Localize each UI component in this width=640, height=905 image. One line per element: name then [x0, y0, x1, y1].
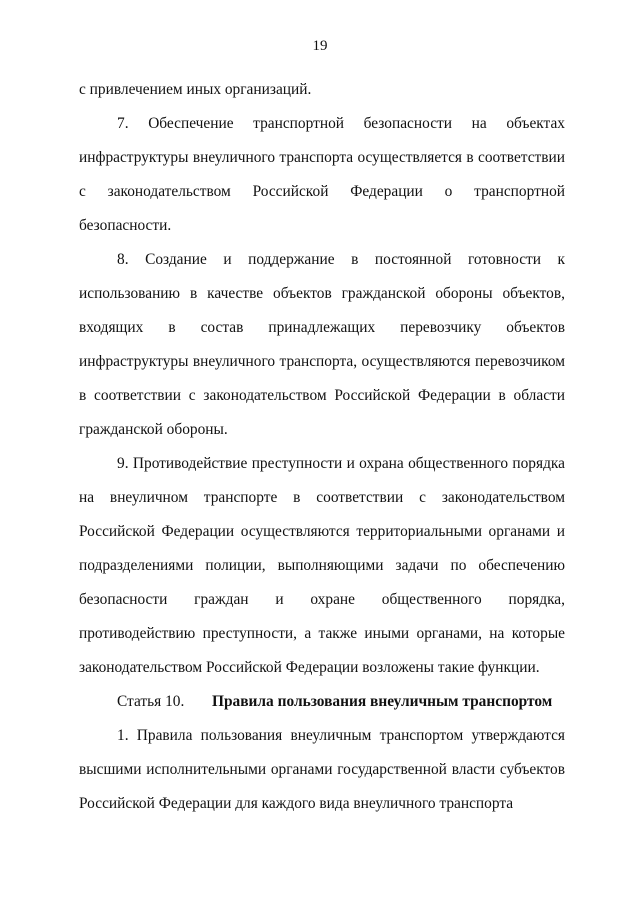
article-10-paragraph-1: 1. Правила пользования внеуличным транспортом утверждаются высшими исполнительными органами государственной власти субъектов Российской Федерации для каждого вида внеуличного транспорта: [79, 727, 565, 812]
paragraph-continuation: с привлечением иных организаций.: [79, 81, 312, 98]
paragraph-9: 9. Противодействие преступности и охрана общественного порядка на внеуличном транспорте в соответствии с законодательством Российской Федерации осуществляются территориальными органами и подразделениями полиции, выполняющими задачи по обеспечению безопасности граждан и охране общественного порядка, противодействию преступности, а также иными органами, на которые законодательством Российской Федерации возложены такие функции.: [79, 455, 565, 676]
document-body: [79, 73, 565, 821]
paragraph-7: 7. Обеспечение транспортной безопасности на объектах инфраструктуры внеуличного транспорта осуществляется в соответствии с законодательством Российской Федерации о транспортной безопасности.: [79, 115, 565, 234]
page-number: 19: [312, 38, 328, 54]
article-title: Правила пользования внеуличным транспортом: [212, 693, 553, 710]
paragraph-8: 8. Создание и поддержание в постоянной готовности к использованию в качестве объектов гражданской обороны объектов, входящих в состав принадлежащих перевозчику объектов инфраструктуры внеуличного транспорта, осуществляются перевозчиком в соответствии с законодательством Российской Федерации в области гражданской обороны.: [79, 251, 565, 438]
article-number: Статья 10.: [117, 693, 185, 710]
article-10-heading: [79, 685, 565, 719]
